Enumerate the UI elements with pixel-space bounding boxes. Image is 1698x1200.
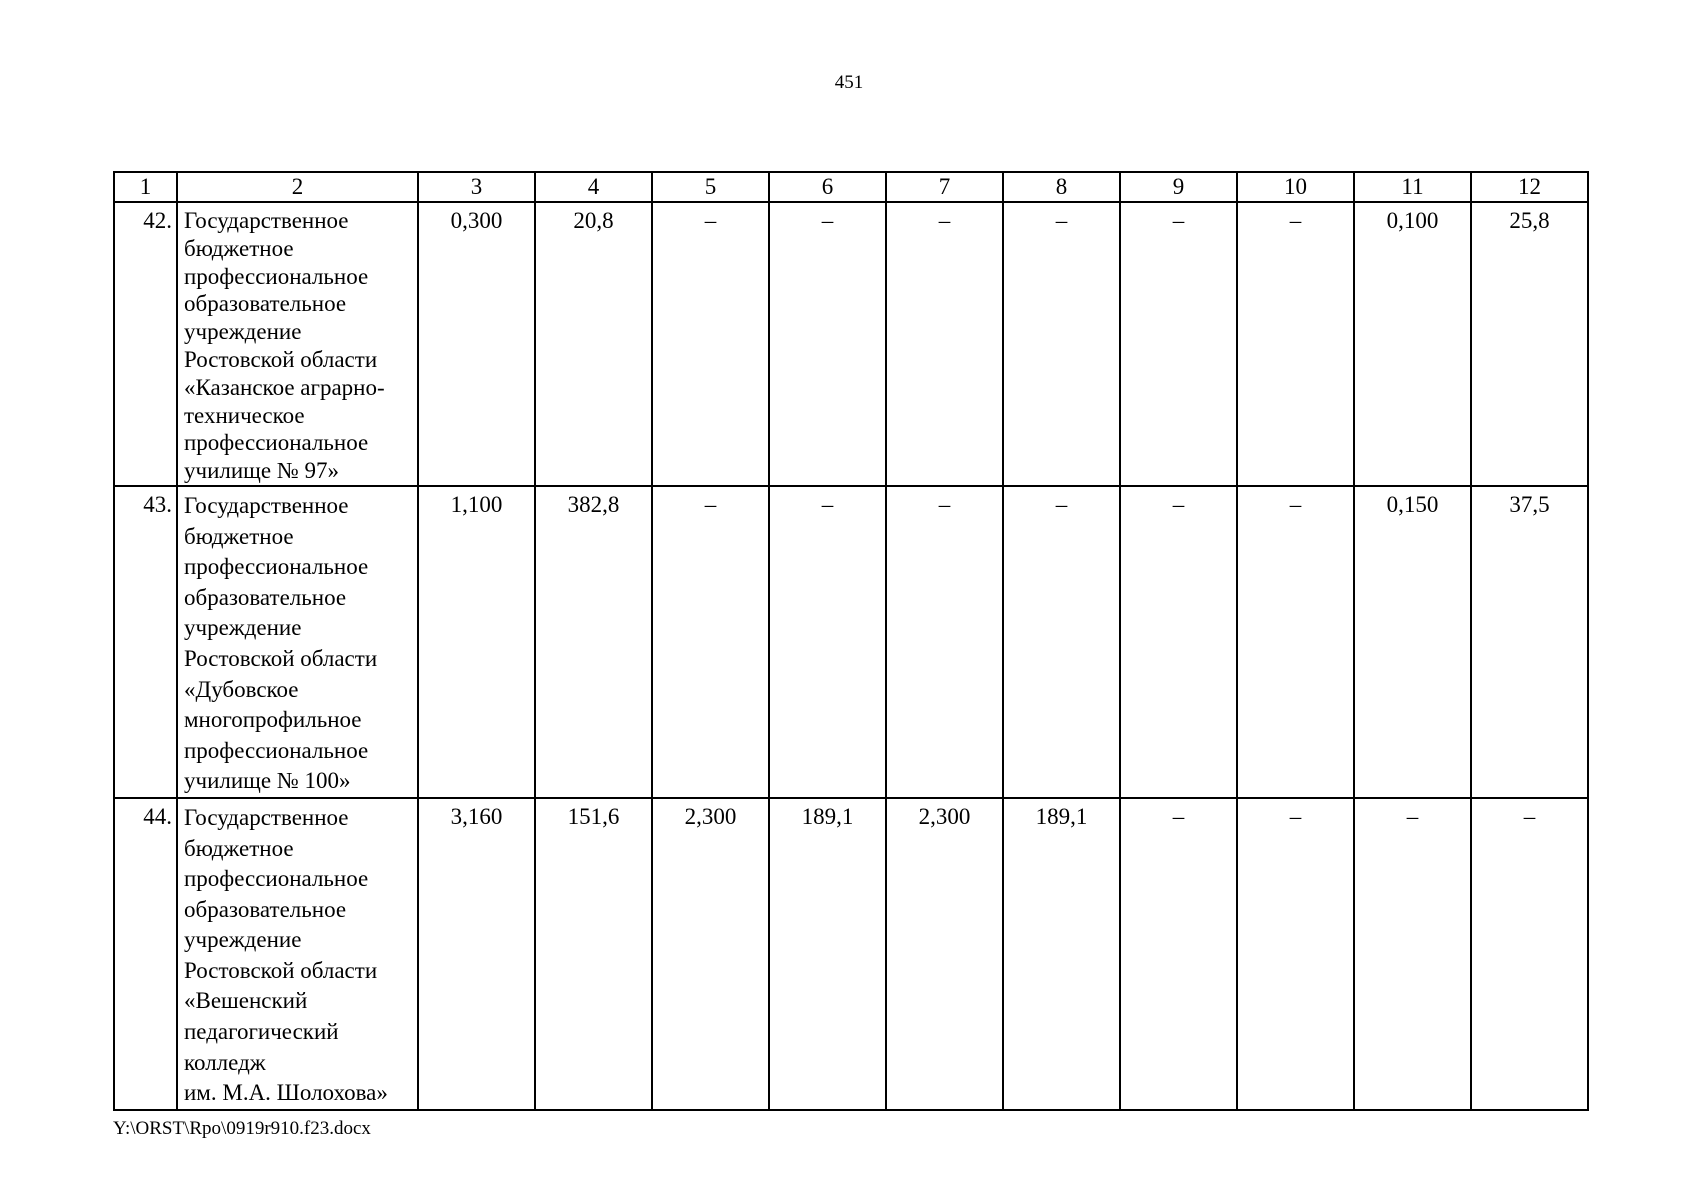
table-cell: – — [886, 202, 1003, 486]
column-header: 3 — [418, 172, 535, 202]
name-line: профессиональное — [184, 866, 369, 892]
column-header: 12 — [1471, 172, 1588, 202]
table-cell: – — [769, 486, 886, 798]
table-header-row — [114, 172, 1588, 202]
column-header: 2 — [177, 172, 418, 202]
table-cell: – — [1120, 486, 1237, 798]
name-line: Ростовской области — [184, 645, 378, 671]
column-header: 1 — [114, 172, 177, 202]
name-line: профессиональное — [184, 430, 369, 456]
name-line: профессиональное — [184, 263, 369, 289]
name-line: Ростовской области — [184, 957, 378, 983]
column-header: 7 — [886, 172, 1003, 202]
column-header: 4 — [535, 172, 652, 202]
table-cell: – — [886, 486, 1003, 798]
name-line: образовательное — [184, 896, 347, 922]
column-header: 10 — [1237, 172, 1354, 202]
column-header: 6 — [769, 172, 886, 202]
name-line: Ростовской области — [184, 346, 378, 372]
table-cell: 25,8 — [1471, 202, 1588, 486]
table-cell: 151,6 — [535, 798, 652, 1110]
column-header: 5 — [652, 172, 769, 202]
table-cell: – — [1003, 202, 1120, 486]
table-cell: – — [1237, 798, 1354, 1110]
table-cell: – — [652, 202, 769, 486]
column-header: 8 — [1003, 172, 1120, 202]
table-cell: 382,8 — [535, 486, 652, 798]
name-line: бюджетное — [184, 523, 294, 549]
name-line: многопрофильное — [184, 707, 362, 733]
name-line: Государственное — [184, 804, 349, 830]
table-cell: 3,160 — [418, 798, 535, 1110]
name-line: учреждение — [184, 615, 302, 641]
institution-name — [177, 202, 418, 486]
name-line: профессиональное — [184, 554, 369, 580]
table-cell: 0,300 — [418, 202, 535, 486]
row-number: 43. — [114, 486, 177, 798]
name-line: им. М.А. Шолохова» — [184, 1080, 388, 1106]
page-number: 451 — [834, 72, 864, 93]
institution-name — [177, 486, 418, 798]
table-cell: – — [769, 202, 886, 486]
table-cell: 1,100 — [418, 486, 535, 798]
name-line: техническое — [184, 402, 305, 428]
table-cell: – — [1237, 202, 1354, 486]
table-cell: – — [1120, 798, 1237, 1110]
table-row — [114, 798, 1588, 1110]
name-line: учреждение — [184, 319, 302, 345]
table-cell: – — [1003, 486, 1120, 798]
institution-name — [177, 798, 418, 1110]
table-row — [114, 202, 1588, 486]
name-line: Государственное — [184, 492, 349, 518]
table-cell: 0,150 — [1354, 486, 1471, 798]
name-line: учреждение — [184, 927, 302, 953]
name-line: «Дубовское — [184, 676, 299, 702]
table-cell: 20,8 — [535, 202, 652, 486]
name-line: профессиональное — [184, 737, 369, 763]
column-header: 11 — [1354, 172, 1471, 202]
name-line: колледж — [184, 1049, 266, 1075]
name-line: Государственное — [184, 208, 349, 233]
table-cell: – — [1471, 798, 1588, 1110]
name-line: училище № 100» — [184, 768, 351, 794]
table-cell: – — [652, 486, 769, 798]
table-row — [114, 486, 1588, 798]
name-line: бюджетное — [184, 235, 294, 261]
name-line: педагогический — [184, 1019, 339, 1045]
table-cell: 2,300 — [886, 798, 1003, 1110]
column-header: 9 — [1120, 172, 1237, 202]
name-line: бюджетное — [184, 835, 294, 861]
name-line: «Казанское аграрно- — [184, 374, 385, 400]
table-cell: – — [1354, 798, 1471, 1110]
name-line: «Вешенский — [184, 988, 308, 1014]
table-cell: 189,1 — [1003, 798, 1120, 1110]
table-cell: 37,5 — [1471, 486, 1588, 798]
data-table — [113, 171, 1589, 1111]
footer-file-path: Y:\ORST\Rpo\0919r910.f23.docx — [113, 1118, 371, 1139]
table-cell: – — [1237, 486, 1354, 798]
table-cell: 2,300 — [652, 798, 769, 1110]
name-line: училище № 97» — [184, 458, 340, 484]
row-number: 44. — [114, 798, 177, 1110]
table-cell: 189,1 — [769, 798, 886, 1110]
table-cell: 0,100 — [1354, 202, 1471, 486]
row-number: 42. — [114, 202, 177, 486]
name-line: образовательное — [184, 584, 347, 610]
name-line: образовательное — [184, 291, 347, 317]
table-cell: – — [1120, 202, 1237, 486]
